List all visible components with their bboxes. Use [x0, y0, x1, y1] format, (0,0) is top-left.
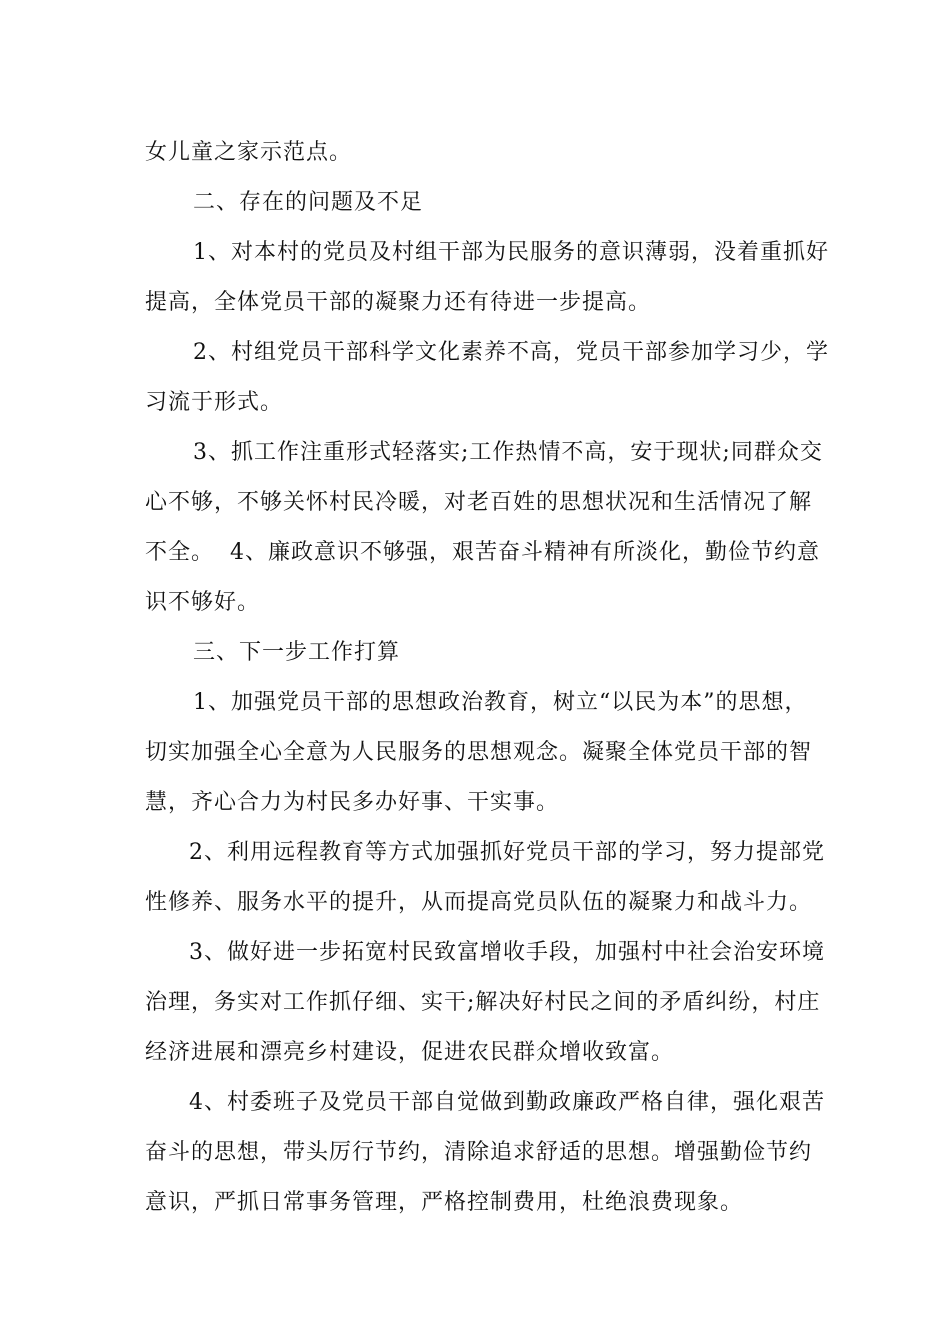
paragraph-problem-2: 2、村组党员干部科学文化素养不高，党员干部参加学习少，学习流于形式。 [145, 340, 829, 415]
paragraph-problem-1: 1、对本村的党员及村组干部为民服务的意识薄弱，没着重抓好提高，全体党员干部的凝聚力还有待进一步提高。 [145, 240, 829, 315]
paragraph-plan-3: 3、做好进一步拓宽村民致富增收手段，加强村中社会治安环境治理，务实对工作抓仔细、实干;解决好村民之间的矛盾纠纷，村庄经济进展和漂亮乡村建设，促进农民群众增收致富。 [145, 940, 825, 1065]
paragraph-plan-2: 2、利用远程教育等方式加强抓好党员干部的学习，努力提部党性修养、服务水平的提升，从而提高党员队伍的凝聚力和战斗力。 [145, 840, 825, 915]
paragraph-plan-4: 4、村委班子及党员干部自觉做到勤政廉政严格自律，强化艰苦奋斗的思想，带头厉行节约，清除追求舒适的思想。增强勤俭节约意识，严抓日常事务管理，严格控制费用，杜绝浪费现象。 [145, 1090, 825, 1215]
paragraph-plan-1: 1、加强党员干部的思想政治教育，树立“以民为本”的思想，切实加强全心全意为人民服务的思想观念。凝聚全体党员干部的智慧，齐心合力为村民多办好事、干实事。 [145, 690, 813, 815]
section-heading-problems: 二、存在的问题及不足 [193, 190, 424, 215]
paragraph-problem-3-4: 3、抓工作注重形式轻落实;工作热情不高，安于现状;同群众交心不够，不够关怀村民冷暖，对老百姓的思想状况和生活情况了解不全。 4、廉政意识不够强，艰苦奋斗精神有所淡化，勤俭节约意识不够好。 [145, 440, 823, 615]
paragraph-continuation: 女儿童之家示范点。 [145, 140, 353, 165]
section-heading-next-steps: 三、下一步工作打算 [193, 640, 401, 665]
document-body [145, 128, 830, 1228]
